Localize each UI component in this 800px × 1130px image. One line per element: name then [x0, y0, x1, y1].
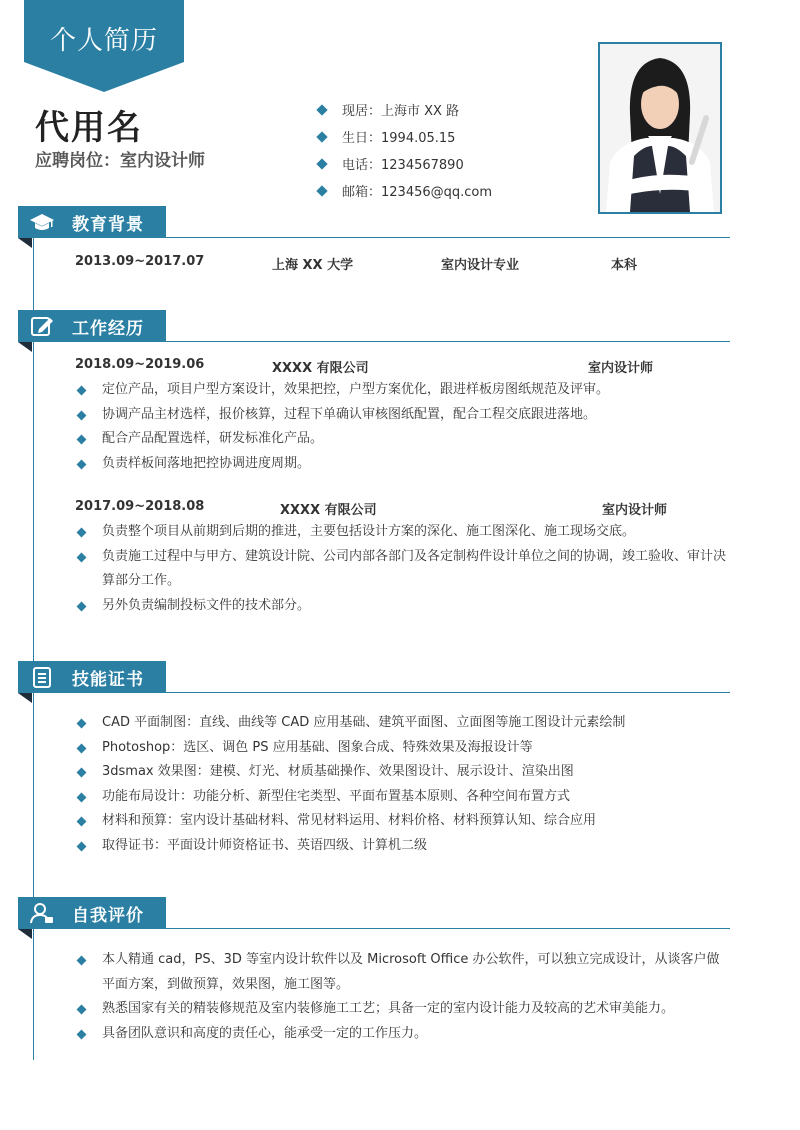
section-header-skills [18, 661, 730, 707]
section-rule [166, 341, 730, 342]
diamond-bullet-icon [316, 131, 327, 142]
section-tab-fold [18, 929, 32, 939]
list-item: 本人精通 cad，PS、3D 等室内设计软件以及 Microsoft Office 办公软件，可以独立完成设计，从谈客户做平面方案，到做预算，效果图，施工图等。 [78, 948, 728, 997]
diamond-bullet-icon [77, 743, 87, 753]
education-school: 上海 XX 大学 [272, 258, 354, 273]
diamond-bullet-icon [77, 435, 87, 445]
contact-email: 邮箱：123456@qq.com [318, 177, 578, 204]
list-item: 负责样板间落地把控协调进度周期。 [78, 452, 728, 477]
section-title: 技能证书 [72, 670, 144, 690]
diamond-bullet-icon [77, 1029, 87, 1039]
diamond-bullet-icon [77, 386, 87, 396]
section-tab-fold [18, 693, 32, 703]
diamond-bullet-icon [77, 792, 87, 802]
diamond-bullet-icon [77, 719, 87, 729]
graduation-cap-icon [30, 211, 54, 233]
list-item: 负责施工过程中与甲方、建筑设计院、公司内部各部门及各定制构件设计单位之间的协调，竣工验收、审计决算部分工作。 [78, 545, 728, 594]
section-rule [166, 237, 730, 238]
section-title: 工作经历 [72, 319, 144, 339]
profile-photo [598, 42, 722, 214]
contact-birthday: 生日：1994.05.15 [318, 123, 578, 150]
self-evaluation-list [78, 948, 728, 1046]
list-item: 负责整个项目从前期到后期的推进，主要包括设计方案的深化、施工图深化、施工现场交底。 [78, 520, 728, 545]
list-item: 3dsmax 效果图：建模、灯光、材质基础操作、效果图设计、展示设计、渲染出图 [78, 760, 728, 785]
diamond-bullet-icon [316, 185, 327, 196]
job-company: XXXX 有限公司 [280, 503, 377, 518]
contact-phone: 电话：1234567890 [318, 150, 578, 177]
diamond-bullet-icon [77, 841, 87, 851]
user-badge-icon [30, 902, 54, 924]
education-period: 2013.09~2017.07 [75, 254, 205, 269]
contact-address: 现居：上海市 XX 路 [318, 96, 578, 123]
list-item: 功能布局设计：功能分析、新型住宅类型、平面布置基本原则、各种空间布置方式 [78, 785, 728, 810]
diamond-bullet-icon [77, 459, 87, 469]
education-degree: 本科 [611, 258, 638, 273]
section-tab-fold [18, 342, 32, 352]
list-item: CAD 平面制图：直线、曲线等 CAD 应用基础、建筑平面图、立面图等施工图设计元素绘制 [78, 711, 728, 736]
list-item: 定位产品，项目户型方案设计，效果把控，户型方案优化，跟进样板房图纸规范及评审。 [78, 378, 728, 403]
diamond-bullet-icon [77, 410, 87, 420]
diamond-bullet-icon [77, 768, 87, 778]
resume-title: 个人简历 [49, 26, 158, 56]
list-item: Photoshop：选区、调色 PS 应用基础、图象合成、特殊效果及海报设计等 [78, 736, 728, 761]
diamond-bullet-icon [77, 817, 87, 827]
job-duties [78, 520, 728, 618]
job-company: XXXX 有限公司 [272, 361, 369, 376]
certificate-icon [30, 666, 54, 688]
job-duties [78, 378, 728, 476]
education-major: 室内设计专业 [441, 258, 520, 273]
job-period: 2017.09~2018.08 [75, 499, 205, 514]
diamond-bullet-icon [316, 104, 327, 115]
list-item: 具备团队意识和高度的责任心，能承受一定的工作压力。 [78, 1022, 728, 1047]
list-item: 配合产品配置选样，研发标准化产品。 [78, 427, 728, 452]
contact-info [318, 96, 578, 204]
job-role: 室内设计师 [588, 361, 654, 376]
list-item: 熟悉国家有关的精装修规范及室内装修施工工艺；具备一定的室内设计能力及较高的艺术审美能力。 [78, 997, 728, 1022]
diamond-bullet-icon [77, 528, 87, 538]
section-header-work [18, 310, 730, 356]
section-title: 教育背景 [72, 215, 144, 235]
diamond-bullet-icon [77, 601, 87, 611]
applied-position: 应聘岗位：室内设计师 [35, 151, 205, 171]
portrait-image [600, 44, 720, 212]
header-banner [24, 0, 184, 92]
section-header-education [18, 206, 730, 252]
skills-list [78, 711, 728, 858]
section-rule [166, 928, 730, 929]
section-title: 自我评价 [72, 906, 144, 926]
edit-icon [30, 315, 54, 337]
list-item: 材料和预算：室内设计基础材料、常见材料运用、材料价格、材料预算认知、综合应用 [78, 809, 728, 834]
job-period: 2018.09~2019.06 [75, 357, 205, 372]
candidate-name: 代用名 [35, 108, 143, 148]
diamond-bullet-icon [77, 1005, 87, 1015]
list-item: 取得证书：平面设计师资格证书、英语四级、计算机二级 [78, 834, 728, 859]
job-role: 室内设计师 [602, 503, 668, 518]
list-item: 另外负责编制投标文件的技术部分。 [78, 594, 728, 619]
diamond-bullet-icon [316, 158, 327, 169]
list-item: 协调产品主材选样，报价核算，过程下单确认审核图纸配置，配合工程交底跟进落地。 [78, 403, 728, 428]
section-rule [166, 692, 730, 693]
section-tab-fold [18, 238, 32, 248]
diamond-bullet-icon [77, 552, 87, 562]
section-header-self [18, 897, 730, 943]
diamond-bullet-icon [77, 956, 87, 966]
